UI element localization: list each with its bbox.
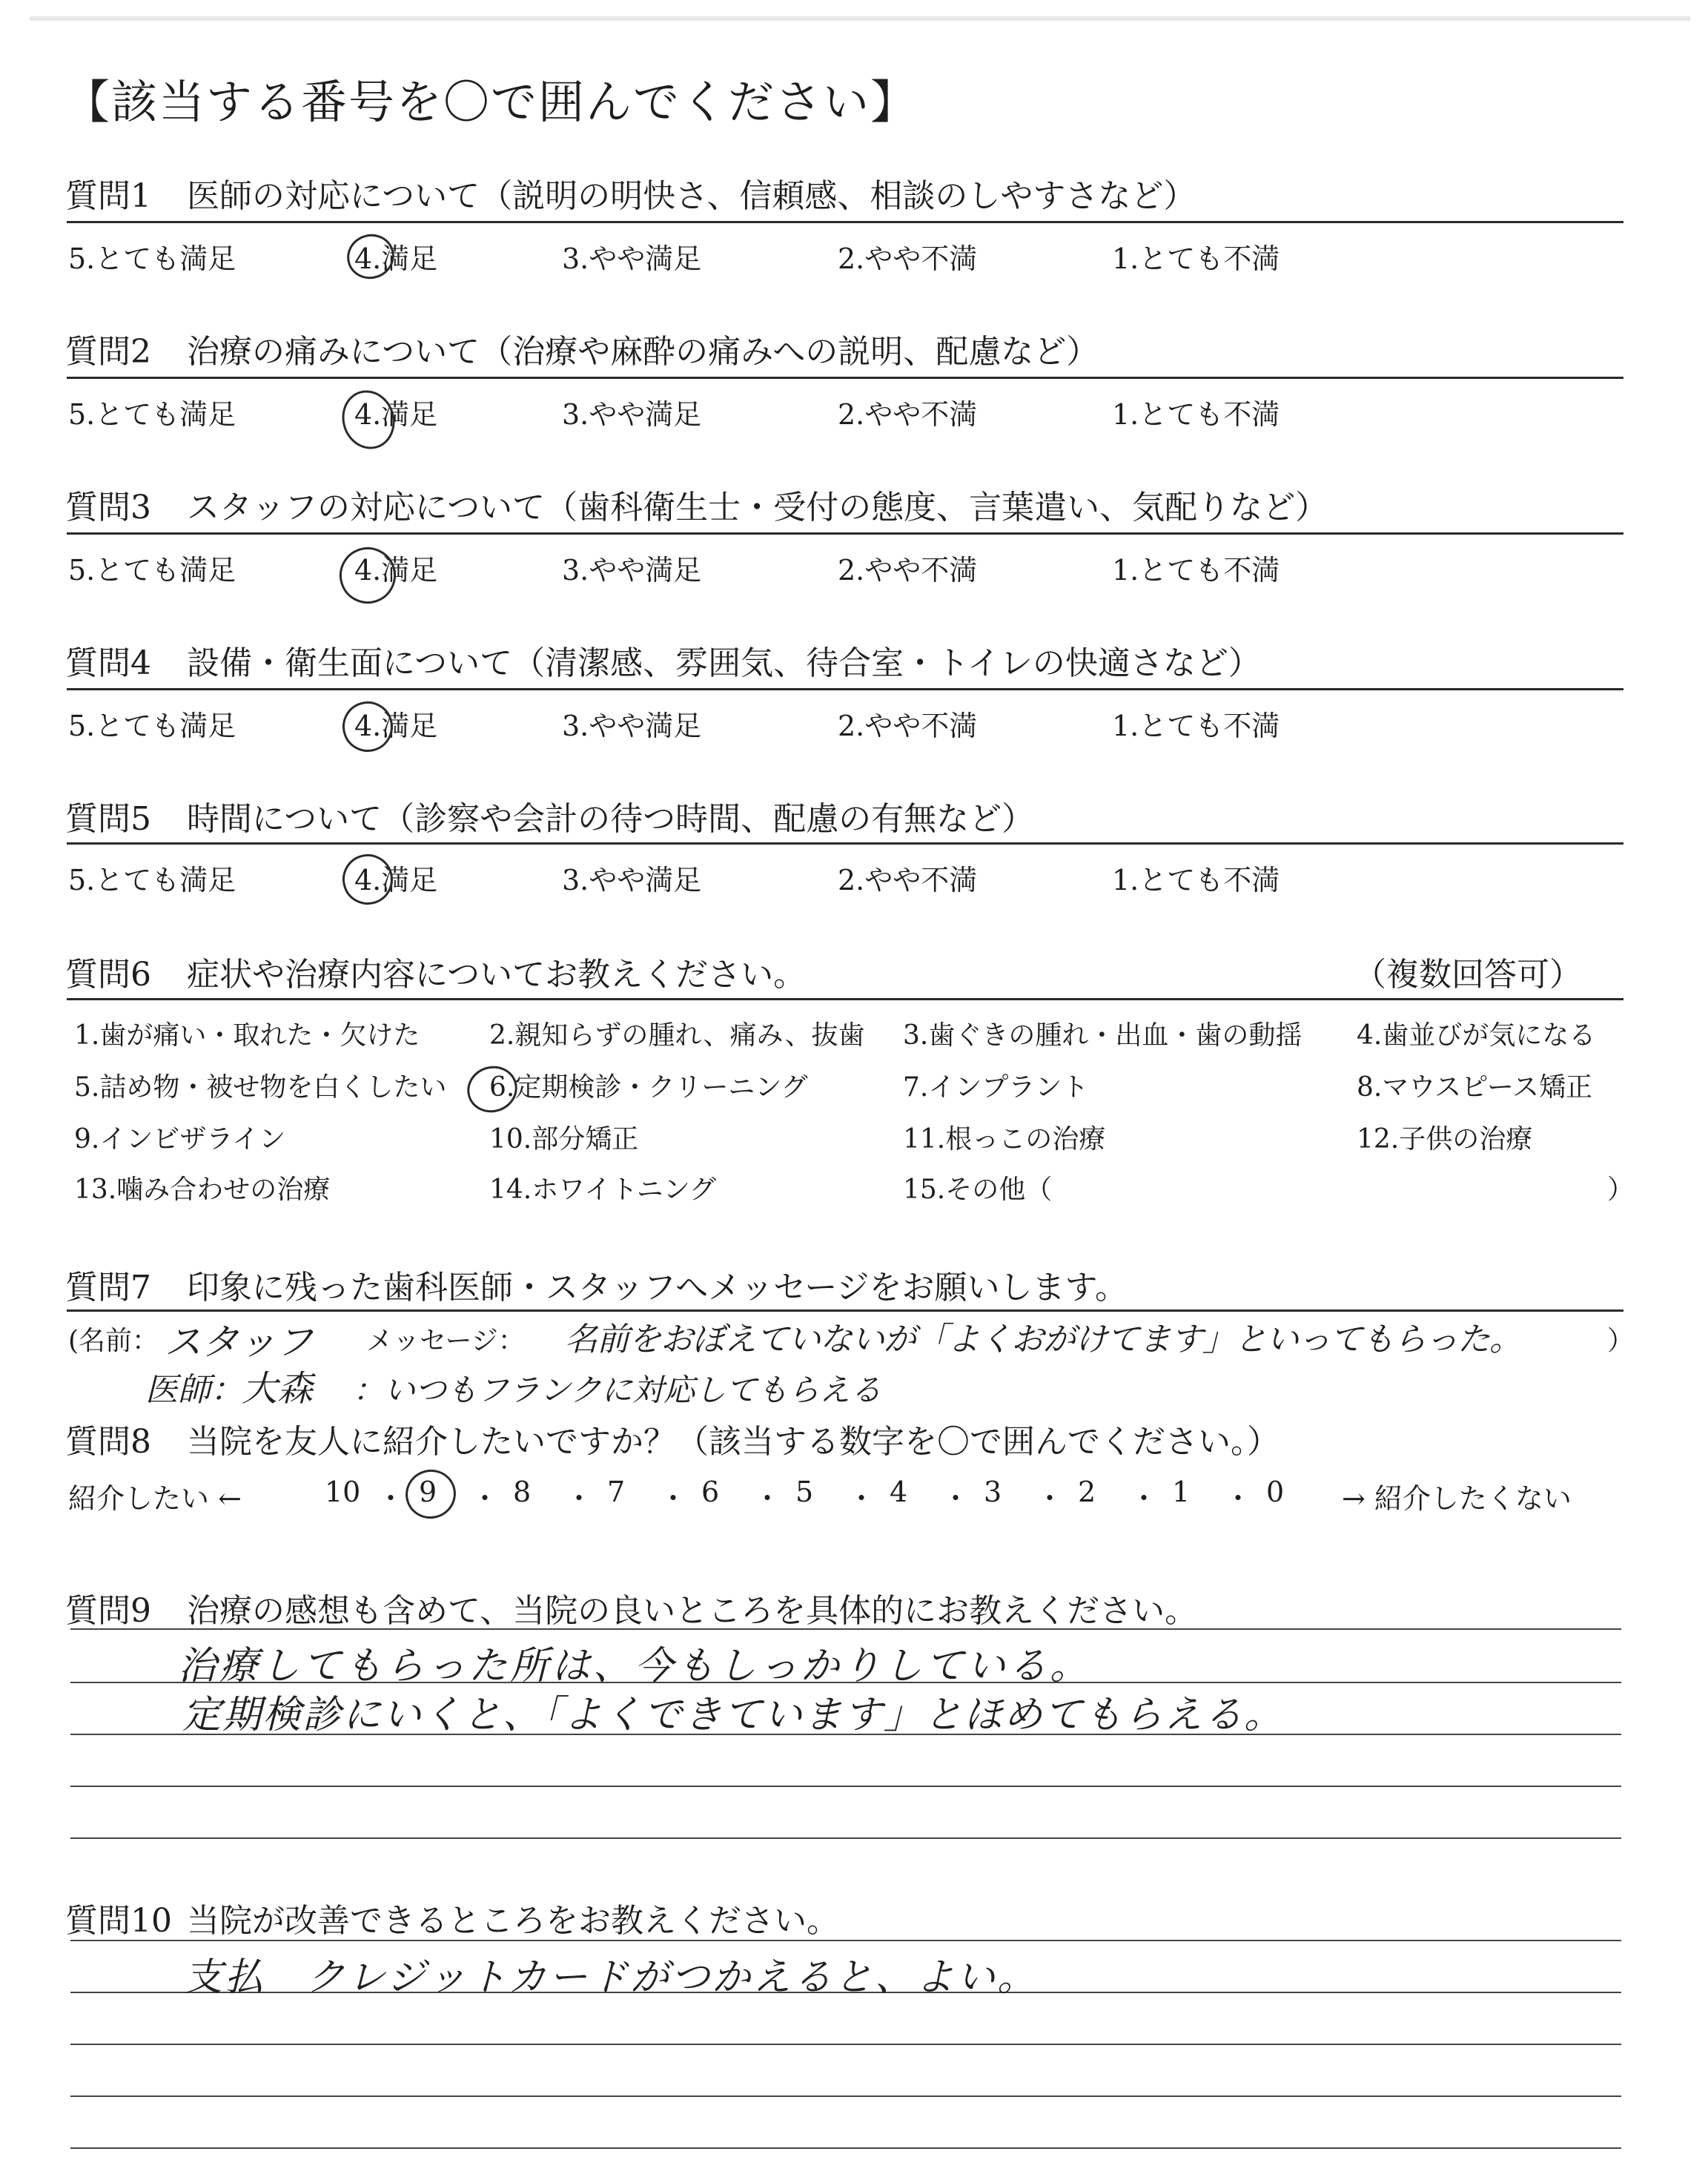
symptom-option-5[interactable]: 5.詰め物・被せ物を白くしたい	[74, 1072, 447, 1103]
name-label: (名前：	[68, 1326, 159, 1356]
question-text: 症状や治療内容についてお教えください。	[187, 956, 807, 994]
question-number: 質問10	[65, 1902, 172, 1940]
scale-separator: ・	[377, 1482, 406, 1515]
scale-separator: ・	[1130, 1482, 1159, 1515]
question-text: 医師の対応について（説明の明快さ、信頼感、相談のしやすさなど）	[187, 177, 1196, 215]
question-text: 設備・衛生面について（清潔感、雰囲気、待合室・トイレの快適さなど）	[187, 644, 1261, 682]
rating-option-4[interactable]: 4.満足	[354, 710, 438, 742]
scale-value-2[interactable]: 2	[1078, 1476, 1096, 1508]
writing-line	[70, 2044, 1621, 2045]
top-edge-line	[30, 16, 1690, 21]
question-text: 印象に残った歯科医師・スタッフへメッセージをお願いします。	[187, 1269, 1128, 1307]
divider	[67, 221, 1623, 223]
rating-option-1[interactable]: 1.とても不満	[1112, 398, 1280, 431]
writing-line	[70, 1837, 1621, 1839]
question-2	[65, 325, 1099, 372]
rating-option-3[interactable]: 3.やや満足	[562, 864, 702, 896]
symptom-option-4[interactable]: 4.歯並びが気になる	[1357, 1020, 1596, 1051]
scale-separator: ・	[753, 1482, 782, 1515]
symptom-option-11[interactable]: 11.根っこの治療	[903, 1124, 1106, 1155]
divider	[67, 1309, 1623, 1312]
rating-option-1[interactable]: 1.とても不満	[1112, 864, 1280, 896]
handwritten-answer-line-2[interactable]: 定期検診にいくと、「よくできています」とほめてもらえる。	[182, 1693, 1285, 1737]
scale-separator: ・	[565, 1482, 594, 1515]
writing-line	[70, 1786, 1621, 1787]
rating-option-4[interactable]: 4.満足	[354, 864, 438, 896]
scale-separator: ・	[659, 1482, 688, 1515]
rating-option-4[interactable]: 4.満足	[354, 554, 438, 587]
rating-option-2[interactable]: 2.やや不満	[838, 710, 978, 742]
rating-option-2[interactable]: 2.やや不満	[838, 554, 978, 587]
rating-option-3[interactable]: 3.やや満足	[562, 398, 702, 431]
symptom-option-9[interactable]: 9.インビザライン	[74, 1124, 286, 1155]
scale-right-label: → 紹介したくない	[1342, 1482, 1572, 1515]
question-number: 質問3	[65, 489, 151, 526]
question-number: 質問4	[65, 644, 151, 682]
symptom-option-8[interactable]: 8.マウスピース矯正	[1357, 1072, 1593, 1103]
rating-option-4[interactable]: 4.満足	[354, 242, 438, 275]
message-label: メッセージ：	[366, 1326, 525, 1356]
handwritten-improvement-answer[interactable]: 支払 クレジットカードがつかえると、よい。	[184, 1955, 1039, 2000]
divider	[67, 377, 1623, 379]
scale-separator: ・	[847, 1482, 876, 1515]
question-text: 治療の感想も含めて、当院の良いところを具体的にお教えください。	[187, 1592, 1198, 1630]
question-text: 当院を友人に紹介したいですか？（該当する数字を〇で囲んでください。）	[187, 1423, 1280, 1461]
question-text: 治療の痛みについて（治療や麻酔の痛みへの説明、配慮など）	[187, 333, 1099, 371]
message-close-paren: ）	[1607, 1326, 1635, 1356]
question-6	[65, 948, 806, 995]
question-9	[65, 1584, 1197, 1631]
question-text: 時間について（診察や会計の待つ時間、配慮の有無など）	[187, 800, 1035, 838]
symptom-option-3[interactable]: 3.歯ぐきの腫れ・出血・歯の動揺	[903, 1020, 1302, 1051]
symptom-option-13[interactable]: 13.噛み合わせの治療	[74, 1175, 331, 1205]
question-number: 質問5	[65, 800, 151, 838]
rating-option-2[interactable]: 2.やや不満	[838, 242, 978, 275]
scale-value-3[interactable]: 3	[984, 1476, 1002, 1508]
symptom-option-14[interactable]: 14.ホワイトニング	[489, 1175, 717, 1205]
rating-option-3[interactable]: 3.やや満足	[562, 710, 702, 742]
scale-value-8[interactable]: 8	[513, 1476, 532, 1508]
question-3	[65, 480, 1328, 528]
handwritten-doctor-name: 大森	[242, 1368, 314, 1410]
writing-line	[70, 1940, 1621, 1941]
scale-left-label: 紹介したい ←	[68, 1482, 242, 1515]
question-10	[65, 1894, 839, 1941]
writing-line	[70, 2147, 1621, 2149]
question-number: 質問2	[65, 333, 151, 371]
question-5	[65, 792, 1034, 839]
rating-option-1[interactable]: 1.とても不満	[1112, 710, 1280, 742]
rating-option-2[interactable]: 2.やや不満	[838, 398, 978, 431]
other-close-paren: ）	[1607, 1175, 1635, 1205]
scale-value-5[interactable]: 5	[795, 1476, 814, 1508]
handwritten-message[interactable]: 名前をおぼえていないが「よくおがけてます」といってもらった。	[565, 1321, 1521, 1358]
question-text: スタッフの対応について（歯科衛生士・受付の態度、言葉遣い、気配りなど）	[187, 489, 1328, 526]
scale-value-9[interactable]: 9	[419, 1476, 437, 1508]
scale-separator: ・	[941, 1482, 970, 1515]
rating-option-5[interactable]: 5.とても満足	[68, 242, 236, 275]
rating-option-3[interactable]: 3.やや満足	[562, 554, 702, 587]
divider	[67, 842, 1623, 845]
scale-value-4[interactable]: 4	[890, 1476, 908, 1508]
divider	[67, 998, 1623, 1000]
scale-separator: ・	[471, 1482, 500, 1515]
rating-option-1[interactable]: 1.とても不満	[1112, 554, 1280, 587]
symptom-option-7[interactable]: 7.インプラント	[903, 1072, 1089, 1103]
divider	[67, 688, 1623, 690]
rating-option-5[interactable]: 5.とても満足	[68, 710, 236, 742]
rating-option-4[interactable]: 4.満足	[354, 398, 438, 431]
question-7	[65, 1261, 1128, 1308]
symptom-option-12[interactable]: 12.子供の治療	[1357, 1124, 1533, 1155]
rating-option-5[interactable]: 5.とても満足	[68, 864, 236, 896]
rating-option-3[interactable]: 3.やや満足	[562, 242, 702, 275]
selection-circle	[399, 1463, 462, 1525]
question-number: 質問9	[65, 1592, 151, 1630]
scale-value-1[interactable]: 1	[1172, 1476, 1191, 1508]
multiple-answers-note: （複数回答可）	[1354, 956, 1582, 994]
writing-line	[70, 1628, 1621, 1630]
question-number: 質問6	[65, 956, 151, 994]
scale-value-0[interactable]: 0	[1266, 1476, 1285, 1508]
rating-option-5[interactable]: 5.とても満足	[68, 554, 236, 587]
handwritten-doctor-label: 医師：	[145, 1371, 243, 1409]
scale-value-6[interactable]: 6	[701, 1476, 720, 1508]
question-number: 質問7	[65, 1269, 151, 1307]
question-1	[65, 169, 1196, 217]
question-number: 質問8	[65, 1423, 151, 1461]
handwritten-name[interactable]: スタッフ	[165, 1321, 313, 1364]
symptom-option-6[interactable]: 6.定期検診・クリーニング	[489, 1072, 808, 1103]
page-title: 【該当する番号を〇で囲んでください】	[64, 75, 918, 129]
rating-option-5[interactable]: 5.とても満足	[68, 398, 236, 431]
symptom-option-2[interactable]: 2.親知らずの腫れ、痛み、抜歯	[489, 1020, 865, 1051]
handwritten-answer-line-1[interactable]: 治療してもらった所は、今もしっかりしている。	[178, 1644, 1092, 1688]
writing-line	[70, 2095, 1621, 2097]
scale-separator: ・	[1036, 1482, 1065, 1515]
scale-value-7[interactable]: 7	[607, 1476, 626, 1508]
question-4	[65, 636, 1261, 684]
rating-option-1[interactable]: 1.とても不満	[1112, 242, 1280, 275]
handwritten-doctor-message: ：いつもフランクに対応してもらえる	[353, 1372, 882, 1408]
symptom-option-1[interactable]: 1.歯が痛い・取れた・欠けた	[74, 1020, 420, 1051]
question-number: 質問1	[65, 177, 151, 215]
scale-value-10[interactable]: 10	[325, 1476, 361, 1508]
scale-separator: ・	[1224, 1482, 1253, 1515]
question-text: 当院が改善できるところをお教えください。	[187, 1902, 839, 1940]
divider	[67, 532, 1623, 535]
question-8	[65, 1415, 1280, 1462]
rating-option-2[interactable]: 2.やや不満	[838, 864, 978, 896]
symptom-option-10[interactable]: 10.部分矯正	[489, 1124, 639, 1155]
symptom-option-15[interactable]: 15.その他（	[903, 1175, 1053, 1205]
